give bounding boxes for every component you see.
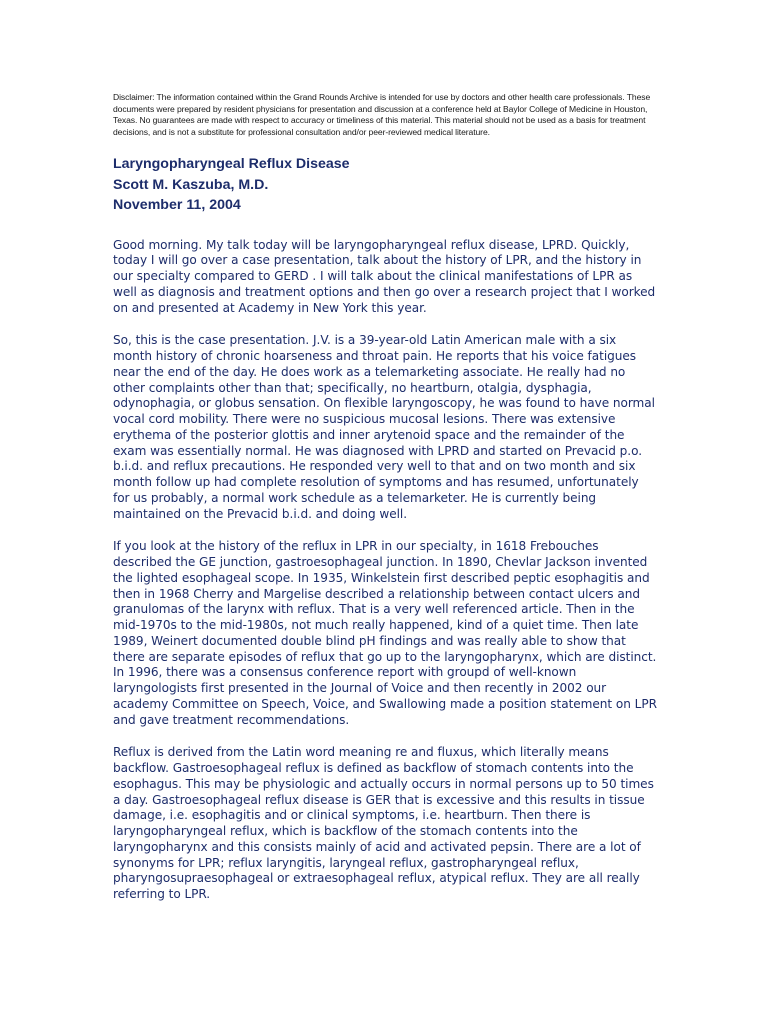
paragraph-intro: Good morning. My talk today will be laryngopharyngeal reflux disease, LPRD. Quickly, today I will go over a case presentation, talk about the history of LPR, and the history in our specialty compared to GERD . I will talk about the clinical manifestations of LPR as well as diagnosis and treatment options and then go over a research project that I worked on and presented at Academy in New York this year.	[113, 237, 656, 315]
paragraph-definitions: Reflux is derived from the Latin word meaning re and fluxus, which literally means backflow. Gastroesophageal reflux is defined as backflow of stomach contents into the esophagus. This may be physiologic and actually occurs in normal persons up to 50 times a day. Gastroesophageal reflux disease is GER that is excessive and this results in tissue damage, i.e. esophagitis and or clinical symptoms, i.e. heartburn. Then there is laryngopharyngeal reflux, which is backflow of the stomach contents into the laryngopharynx and this consists mainly of acid and activated pepsin. There are a lot of synonyms for LPR; reflux laryngitis, laryngeal reflux, gastropharyngeal reflux, pharyngosupraesophageal or extraesophageal reflux, atypical reflux. They are all really referring to LPR.	[113, 745, 654, 901]
document-date: November 11, 2004	[113, 197, 241, 213]
title-block	[113, 154, 658, 216]
author-name: Scott M. Kaszuba, M.D.	[113, 176, 269, 193]
document-page	[113, 92, 658, 920]
paragraph-case-presentation: So, this is the case presentation. J.V. is a 39-year-old Latin American male with a six month history of chronic hoarseness and throat pain. He reports that his voice fatigues near the end of the day. He does work as a telemarketing associate. He really had no other complaints other than that; specifically, no heartburn, otalgia, dysphagia, odynophagia, or globus sensation. On flexible laryngoscopy, he was found to have normal vocal cord mobility. There were no suspicious mucosal lesions. There was extensive erythema of the posterior glottis and inner arytenoid space and the remainder of the exam was essentially normal. He was diagnosed with LPRD and started on Prevacid p.o. b.i.d. and reflux precautions. He responded very well to that and on two month and six month follow up had complete resolution of symptoms and has resumed, unfortunately for us probably, a normal work schedule as a telemarketer. He is currently being maintained on the Prevacid b.i.d. and doing well.	[113, 333, 655, 521]
document-title: Laryngopharyngeal Reflux Disease	[113, 156, 350, 172]
paragraph-history: If you look at the history of the reflux in LPR in our specialty, in 1618 Frebouches described the GE junction, gastroesophageal junction. In 1890, Chevlar Jackson invented the lighted esophageal scope. In 1935, Winkelstein first described peptic esophagitis and then in 1968 Cherry and Margelise described a relationship between contact ulcers and granulomas of the larynx with reflux. That is a very well referenced article. Then in the mid-1970s to the mid-1980s, not much really happened, kind of a quiet time. Then late 1989, Weinert documented double blind pH findings and was really able to show that there are separate episodes of reflux that go up to the laryngopharynx, which are distinct. In 1996, there was a consensus conference report with groupd of well-known laryngologists first presented in the Journal of Voice and then recently in 2002 our academy Committee on Speech, Voice, and Swallowing made a position statement on LPR and gave treatment recommendations.	[113, 539, 657, 727]
disclaimer-text: Disclaimer: The information contained within the Grand Rounds Archive is intended for use by doctors and other health care professionals. These documents were prepared by resident physicians for presentation and discussion at a conference held at Baylor College of Medicine in Houston, Texas. No guarantees are made with respect to accuracy or timeliness of this material. This material should not be used as a basis for treatment decisions, and is not a substitute for professional consultation and/or peer-reviewed medical literature.	[113, 92, 651, 137]
